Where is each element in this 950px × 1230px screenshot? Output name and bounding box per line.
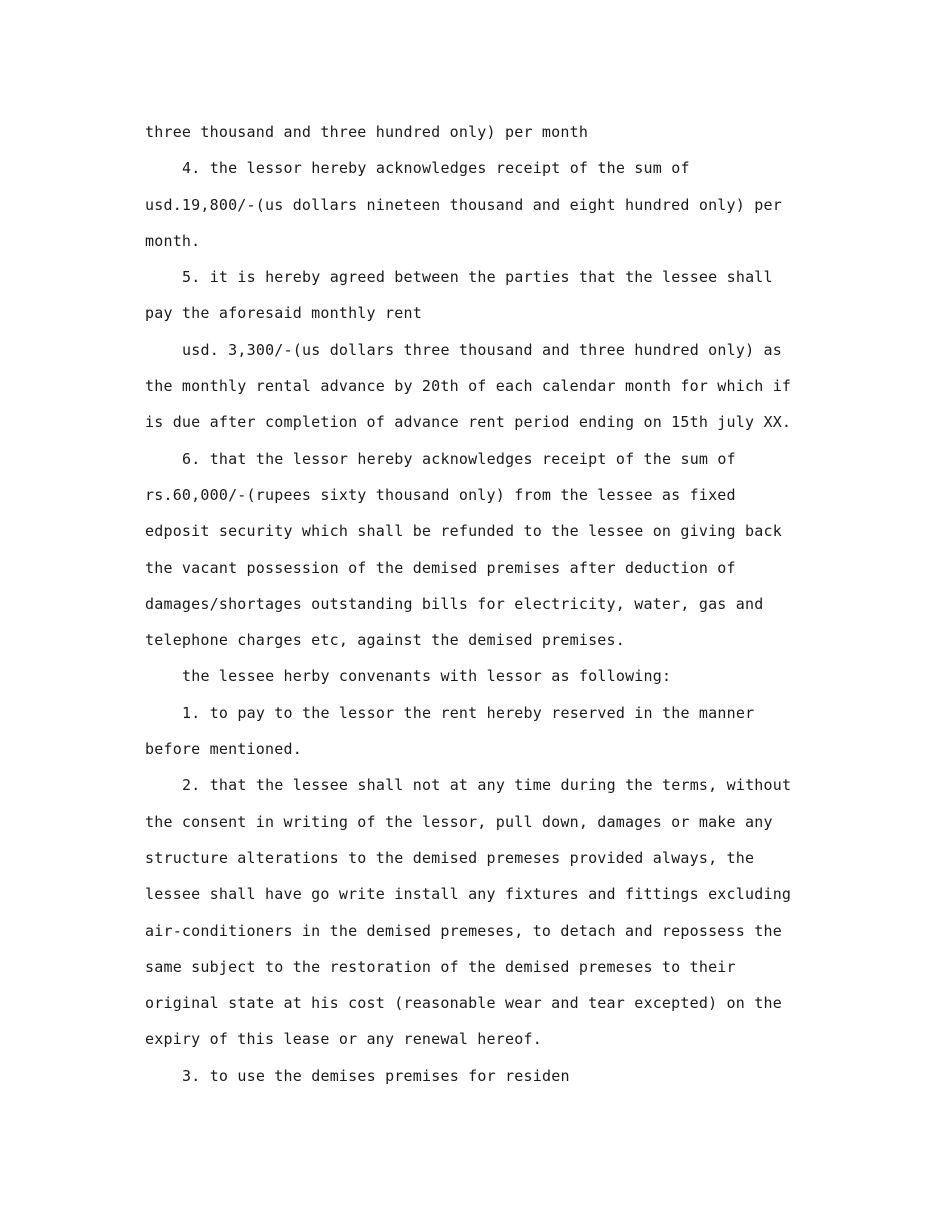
text-line: month. xyxy=(145,231,201,250)
text-line: 4. the lessor hereby acknowledges receipt of the sum of xyxy=(182,159,690,178)
text-line: usd. 3,300/-(us dollars three thousand and three hundred only) as xyxy=(182,340,782,359)
text-line: rs.60,000/-(rupees sixty thousand only) from the lessee as fixed xyxy=(145,485,736,504)
text-line: is due after completion of advance rent period ending on 15th july XX. xyxy=(145,413,792,432)
text-line: edposit security which shall be refunded to the lessee on giving back xyxy=(145,522,782,541)
text-line: damages/shortages outstanding bills for electricity, water, gas and xyxy=(145,594,764,613)
text-line: the lessee herby convenants with lessor as following: xyxy=(182,667,672,686)
text-line: air-conditioners in the demised premeses, to detach and repossess the xyxy=(145,921,782,940)
text-line: the vacant possession of the demised premises after deduction of xyxy=(145,558,736,577)
text-line: expiry of this lease or any renewal hereof. xyxy=(145,1030,542,1049)
text-line: pay the aforesaid monthly rent xyxy=(145,304,422,323)
text-line: the consent in writing of the lessor, pull down, damages or make any xyxy=(145,812,773,831)
text-line: original state at his cost (reasonable wear and tear excepted) on the xyxy=(145,994,782,1013)
text-line: same subject to the restoration of the demised premeses to their xyxy=(145,957,736,976)
text-line: lessee shall have go write install any fixtures and fittings excluding xyxy=(145,885,792,904)
text-line: 6. that the lessor hereby acknowledges receipt of the sum of xyxy=(182,449,736,468)
text-line: 2. that the lessee shall not at any time during the terms, without xyxy=(182,776,792,795)
text-line: 5. it is hereby agreed between the parties that the lessee shall xyxy=(182,268,773,287)
text-line: usd.19,800/-(us dollars nineteen thousand and eight hundred only) per xyxy=(145,195,782,214)
text-line: three thousand and three hundred only) per month xyxy=(145,123,589,141)
text-line: the monthly rental advance by 20th of each calendar month for which if xyxy=(145,377,792,396)
text-line: before mentioned. xyxy=(145,740,302,759)
text-line: telephone charges etc, against the demised premises. xyxy=(145,631,625,650)
document-body xyxy=(145,114,805,1094)
text-line: structure alterations to the demised premeses provided always, the xyxy=(145,848,755,867)
text-line: 3. to use the demises premises for residen xyxy=(182,1066,570,1085)
text-line: 1. to pay to the lessor the rent hereby reserved in the manner xyxy=(182,703,755,722)
